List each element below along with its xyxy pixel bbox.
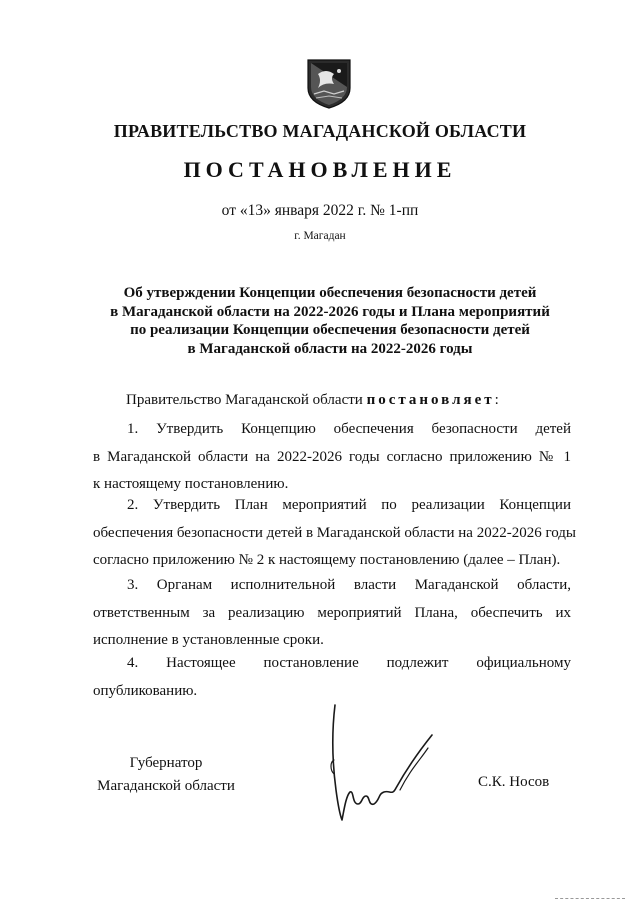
paragraph-1 — [93, 416, 571, 499]
paragraph-2 — [93, 492, 577, 575]
paragraph-line: 4. Настоящее постановление подлежит официальному — [127, 655, 571, 671]
handwritten-signature — [320, 700, 450, 830]
paragraph-3 — [93, 572, 571, 655]
subject-line: по реализации Концепции обеспечения безопасности детей — [130, 322, 530, 338]
signatory-title-line: Магаданской области — [97, 778, 235, 794]
paragraph-line: обеспечения безопасности детей в Магаданской области на 2022-2026 годы — [93, 524, 577, 541]
coat-of-arms-icon — [304, 58, 354, 110]
preamble — [126, 392, 499, 409]
paragraph-4 — [93, 650, 571, 705]
signatory-name: С.К. Носов — [478, 774, 550, 790]
paragraph-line: к настоящему постановлению. — [93, 476, 289, 492]
preamble-colon: : — [494, 392, 499, 408]
subject-line: в Магаданской области на 2022-2026 годы и Плана мероприятий — [110, 303, 550, 320]
document-subject — [80, 284, 580, 358]
footer-divider — [555, 898, 625, 899]
paragraph-line: в Магаданской области на 2022-2026 годы согласно приложению № 1 — [93, 448, 571, 465]
document-city: г. Магадан — [294, 230, 346, 242]
signatory-title — [96, 752, 236, 798]
preamble-lead: Правительство Магаданской области — [126, 392, 363, 408]
document-date-number: от «13» января 2022 г. № 1-пп — [221, 202, 419, 219]
organization-title: ПРАВИТЕЛЬСТВО МАГАДАНСКОЙ ОБЛАСТИ — [113, 121, 527, 141]
paragraph-line: опубликованию. — [93, 682, 198, 699]
preamble-action: постановляет — [366, 392, 495, 408]
paragraph-line: исполнение в установленные сроки. — [93, 632, 324, 648]
document-type-title: ПОСТАНОВЛЕНИЕ — [183, 157, 457, 182]
signatory-title-line: Губернатор — [129, 755, 203, 771]
paragraph-line: 1. Утвердить Концепцию обеспечения безопасности детей — [127, 421, 571, 437]
paragraph-line: 2. Утвердить План мероприятий по реализации Концепции — [127, 497, 571, 513]
subject-line: Об утверждении Концепции обеспечения безопасности детей — [123, 285, 537, 301]
subject-line: в Магаданской области на 2022-2026 годы — [187, 340, 473, 357]
paragraph-line: 3. Органам исполнительной власти Магаданской области, — [127, 577, 571, 593]
paragraph-line: согласно приложению № 2 к настоящему постановлению (далее – План). — [93, 552, 561, 568]
paragraph-line: ответственным за реализацию мероприятий Плана, обеспечить их — [93, 604, 571, 621]
